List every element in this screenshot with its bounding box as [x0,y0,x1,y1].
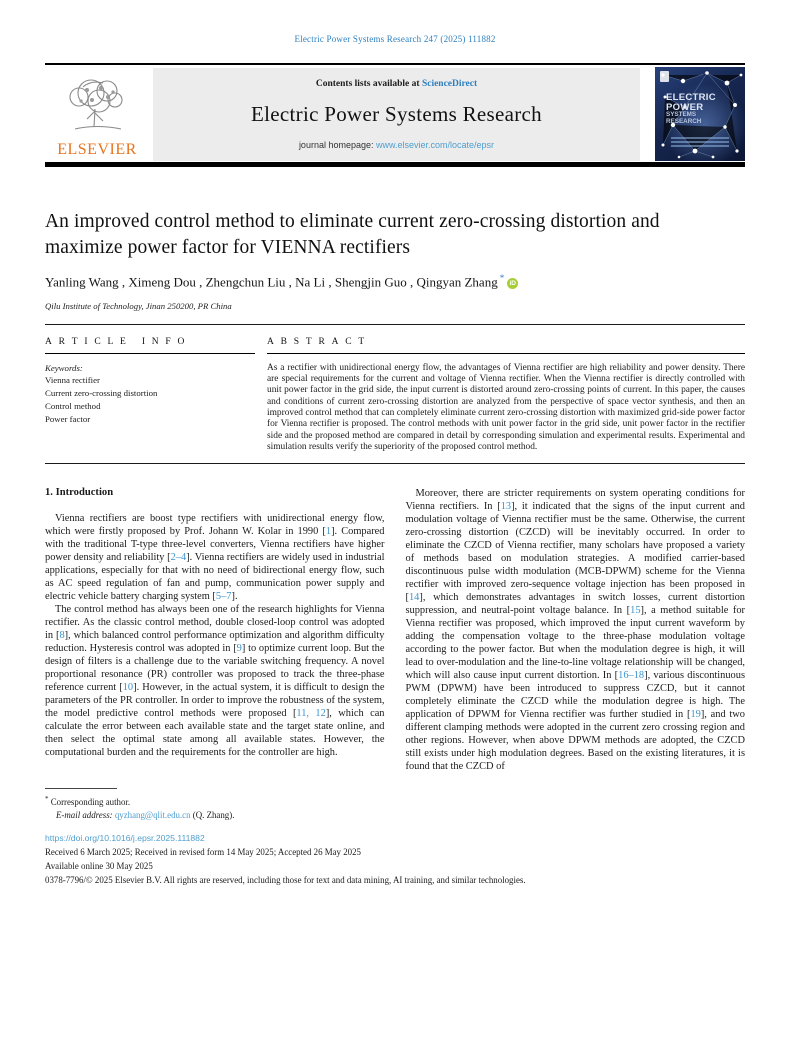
intro-paragraph: The control method has always been one of the research highlights for Vienna rectifier. As the classic control method, double closed-loop control was adopted in [8], which balanced control performance optimization and algorithm difficulty reduction. Hysteresis control was adopted in [9] to optimize current loop. But the design of filters is a challenge due to the variable switching frequency. A novel proportional resonance (PR) controller was proposed to track the three-phase reference current [10]. However, in the actual system, it is difficult to design the parameters of the PR controller. In order to improve the robustness of the system, the model predictive control methods were proposed [11, 12], which can calculate the error between each available state and the target state online, and then select the optimal state among all available states. However, the computational burden and the requirements for the controller are high. [45,604,385,759]
citation-header: Electric Power Systems Research 247 (2025) 111882 [294,34,496,44]
citation-ref[interactable]: 16–18 [618,670,645,682]
citation-ref[interactable]: 1 [325,526,332,538]
cover-title-line: ELECTRIC [666,92,716,103]
citation-ref[interactable]: 13 [500,501,512,513]
abstract-heading: A B S T R A C T [267,336,368,347]
footnote-rule [45,788,117,789]
citation-ref[interactable]: 2–4 [170,552,187,564]
corresponding-author-note [45,795,745,807]
contents-prefix: Contents lists available at [315,79,422,89]
citation-ref[interactable]: 15 [630,605,641,617]
orcid-icon[interactable]: iD [507,278,518,289]
citation-ref[interactable]: 8 [59,630,65,642]
available-online-line: Available online 30 May 2025 [45,861,153,872]
keyword-item: Power factor [45,414,91,425]
article-info-column [45,337,255,453]
cover-title-line: POWER [666,101,704,113]
masthead [45,67,745,161]
affiliation: Qilu Institute of Technology, Jinan 250200, PR China [45,300,232,311]
introduction-heading: 1. Introduction [45,487,114,499]
intro-paragraph: Vienna rectifiers are boost type rectifiers with unidirectional energy flow, which were firstly proposed by Prof. Johann W. Kolar in 1990 [1]. Compared with the traditional T-type three-level converters, Vienna rectifiers have higher power density and reliability [2–4]. Vienna rectifiers are widely used in industrial applications, especially for that with no need of bidirectional energy flow, such as AC speed regulation of fan and pump, communication power supply and electric vehicle battery charging system [5–7]. [45,513,385,603]
citation-ref[interactable]: 11, 12 [296,708,326,720]
masthead-bottom-bar [45,162,745,167]
doi-link[interactable]: https://doi.org/10.1016/j.epsr.2025.111882 [45,833,205,844]
body-columns [45,487,745,773]
cover-title-line: SYSTEMS [666,111,697,119]
journal-title: Electric Power Systems Research [251,102,542,126]
right-column [406,487,746,773]
info-abstract-section [45,337,745,453]
authors-line [45,273,745,290]
journal-homepage-link[interactable]: www.elsevier.com/locate/epsr [376,140,495,150]
abstract-text: As a rectifier with unidirectional energy flow, the advantages of Vienna rectifier are high reliability and power density. There are special requirements for the current and voltage of Vienna rectifier. When the Vienna rectifier is directly controlled with unit power factor in the grid side, the input current is distorted around zero-crossing points of current. In this paper, the causes and conditions of current zero-crossing distortion are analyzed from the perspective of space vector synthesis, and then an improved control method that can completely eliminate current zero-crossing distortion with maximized grid-side power factor for Vienna rectifier is proposed. The control methods with unit power factor in the grid side, unit power factor in the rectifier side and the proposed method are compared in detail by corresponding simulation and experimental results. Experimental and simulation results verify the superiority of the proposed control method. [267,362,745,452]
cover-journal-title [666,93,716,125]
citation-ref[interactable]: 5–7 [215,591,232,603]
journal-homepage-line [299,140,494,150]
homepage-prefix: journal homepage: [298,140,376,150]
elsevier-logo[interactable] [45,67,149,161]
left-column [45,487,385,773]
footer-block [45,833,745,885]
citation-ref[interactable]: 9 [236,643,242,655]
intro-paragraph: Moreover, there are stricter requirements on system operating conditions for Vienna rectifiers. In [13], it indicated that the signs of the input current and modulation voltage of Vienna rectifier must be the same. Otherwise, the current zero-crossing distortion (CZCD) will be inevitably occurred. In order to eliminate the CZCD of Vienna rectifier, many scholars have proposed a variety of methods based on modulation strategies. A modified carrier-based discontinuous pulse width modulation (MCB-DPWM) scheme for the Vienna rectifier with improved zero-sequence voltage injection has been proposed in [14], which demonstrates advantages in switch losses, current distortion suppression, and neutral-point voltage balance. In [15], a method suitable for Vienna rectifier was proposed, which improved the input current waveform by adding the compensation voltage to the three-phase modulation voltage according to the power factor. But when the modulation degree is high, it will lead to over-modulation and the line-to-line voltage relationship will be changed, which will also cause input current distortion. In [16–18], various discontinuous PWM (DPWM) have been introduced to suppress CZCD, but it cannot completely eliminate the CZCD while the modulation degree is high. The application of DPWM for Vienna rectifier was further studied in [19], and two different clamping methods were adopted in the current zero crossing region and other regions. However, when above DPWM methods are adopted, the CZCD still exists under high modulation degrees. Based on the existing literatures, it is found that the CZCD of [405,488,745,773]
masthead-center-panel [153,68,640,161]
copyright-line: 0378-7796/© 2025 Elsevier B.V. All rights are reserved, including those for text and data mining, AI training, and similar technologies. [45,875,526,886]
keywords-label: Keywords: [45,362,83,373]
email-suffix: (Q. Zhang). [190,810,235,821]
section-divider-rule [45,463,745,464]
masthead-top-rule [45,63,745,65]
article-info-heading-rule [45,353,255,354]
email-label: E-mail address: [56,810,113,821]
cover-title-line: RESEARCH [666,117,702,125]
footnote-block [45,788,745,820]
citation-ref[interactable]: 14 [408,592,420,604]
keywords-list [45,374,255,427]
sciencedirect-link[interactable]: ScienceDirect [421,79,478,89]
keyword-item: Current zero-crossing distortion [45,387,158,398]
abstract-column [267,337,745,453]
citation-ref[interactable]: 19 [690,709,701,721]
email-link[interactable]: qyzhang@qlit.edu.cn [114,810,191,821]
footnote-asterisk: * [45,795,49,804]
article-info-heading: A R T I C L E I N F O [45,336,188,347]
author-names: Yanling Wang , Ximeng Dou , Zhengchun Liu , Na Li , Shengjin Guo , Qingyan Zhang [45,274,498,290]
keyword-item: Control method [45,401,101,412]
cover-publisher-mark-icon [660,71,669,82]
divider-rule [45,324,745,325]
contents-list-line [316,79,477,89]
received-dates-line: Received 6 March 2025; Received in revised form 14 May 2025; Accepted 26 May 2025 [45,847,361,858]
keyword-item: Vienna rectifier [45,374,100,385]
citation-ref[interactable]: 10 [122,682,134,694]
corresponding-author-mark: * [499,273,505,284]
article-title: An improved control method to eliminate current zero-crossing distortion and maximize power factor for VIENNA rectifiers [45,211,660,258]
corresponding-author-text: Corresponding author. [48,797,131,808]
elsevier-tree-icon [61,75,133,140]
email-line [45,810,745,820]
cover-editor-lines [671,137,729,149]
abstract-heading-rule [267,353,745,354]
elsevier-wordmark: ELSEVIER [57,141,137,158]
journal-cover-image [655,67,745,161]
